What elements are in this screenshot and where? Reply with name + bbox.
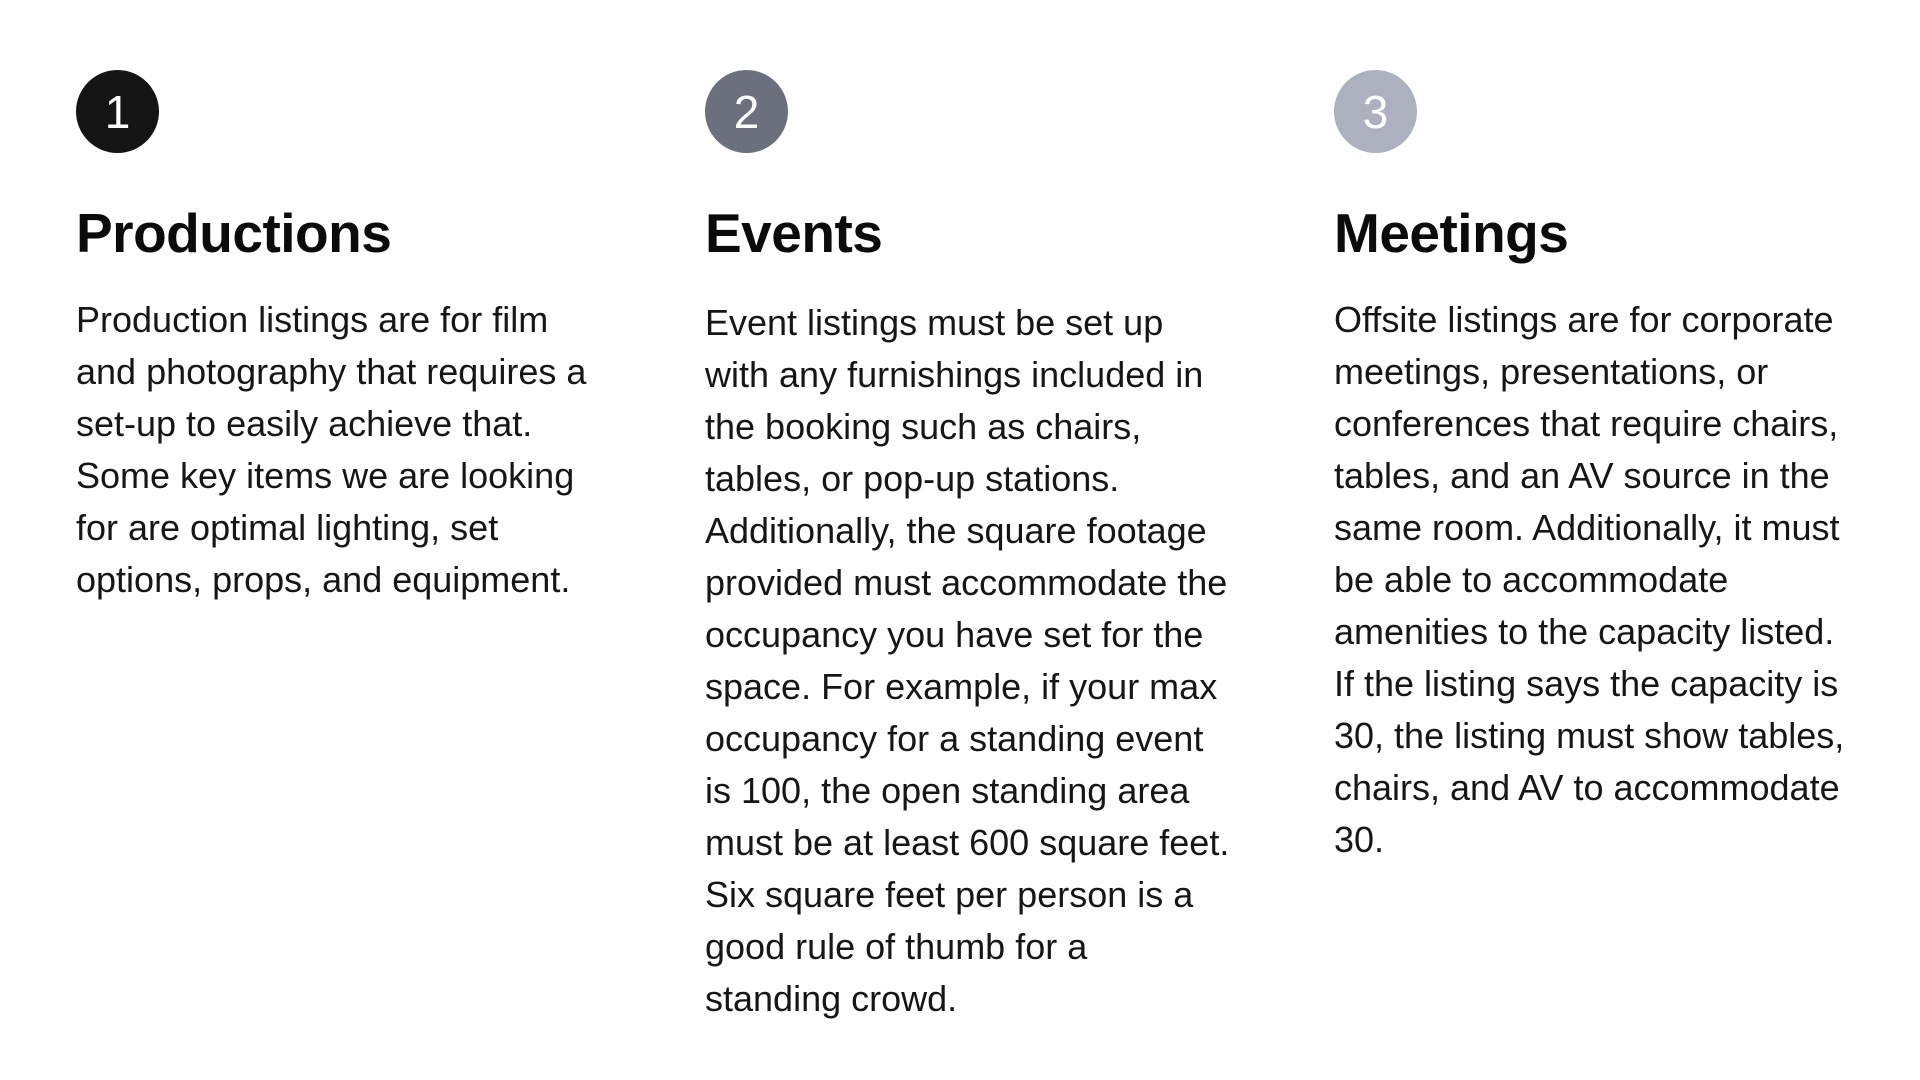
column-productions — [76, 70, 636, 606]
step-number: 1 — [104, 85, 131, 138]
column-description: Production listings are for film and photography that requires a set-up to easily achieve that. Some key items we are looking for are optimal lighting, set options, props, and equipment. — [76, 298, 587, 600]
step-badge-3 — [1334, 70, 1417, 153]
column-description: Event listings must be set up with any furnishings included in the booking such as chairs, tables, or pop-up stations. Additionally, the square footage provided must accommodate the occupancy you have set for the space. For example, if your max occupancy for a standing event is 100, the open standing area must be at least 600 square feet. Six square feet per person is a good rule of thumb for a standing crowd. — [705, 301, 1230, 1019]
column-title: Productions — [76, 202, 392, 264]
column-events — [705, 70, 1265, 1025]
step-badge-1 — [76, 70, 159, 153]
step-number: 2 — [733, 85, 760, 138]
column-description: Offsite listings are for corporate meetings, presentations, or conferences that require chairs, tables, and an AV source in the same room. Additionally, it must be able to accommodate amenities to the capacity listed. If the listing says the capacity is 30, the listing must show tables, chairs, and AV to accommodate 30. — [1334, 298, 1845, 860]
step-badge-2 — [705, 70, 788, 153]
column-meetings — [1334, 70, 1894, 866]
step-number: 3 — [1362, 85, 1389, 138]
column-title: Meetings — [1334, 202, 1569, 264]
column-title: Events — [705, 202, 883, 264]
